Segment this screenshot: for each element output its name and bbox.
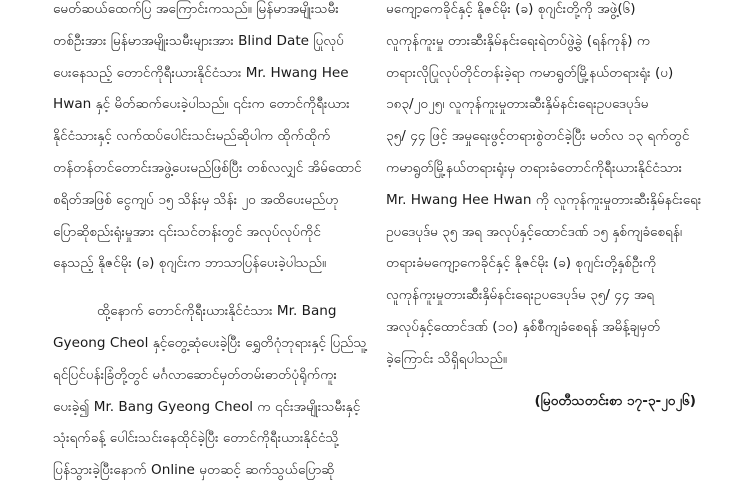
left-text-line: စရိတ်အဖြစ် ငွေကျပ် ၁၅ သိန်းမှ သိန်း ၂၀ အထိပေးမည်ဟု	[53, 191, 339, 208]
right-text-line: ကမာရွတ်မြို့နယ်တရားရုံးမှ တရားခံတောင်ကိုရီးယားနိုင်ငံသား	[386, 159, 683, 176]
right-text-line: လူကုန်ကူးမှုတားဆီးနှိမ်နင်းရေးဥပဒေပုဒ်မ ၃၅/ ၄၄ အရ	[386, 287, 655, 304]
left-text-line: ပြန်သွားခဲ့ပြီးနောက် Online မှတဆင့် ဆက်သွယ်ပြောဆို	[53, 462, 335, 479]
left-text-line: ထို့နောက် တောင်ကိုရီးယားနိုင်ငံသား Mr. Bang	[97, 303, 337, 320]
left-text-line: ပေးခဲ့၍ Mr. Bang Gyeong Cheol က ၎င်းအမျိုးသမီးနှင့်	[53, 398, 361, 415]
right-text-line: တရားလိုပြုလုပ်တိုင်တန်းခဲ့ရာ ကမာရွတ်မြို့နယ်တရားရုံး (ပ)	[386, 64, 674, 81]
article-column-left	[53, 0, 367, 487]
left-text-line: တန်တန်တင်တောင်းအဖွဲ့ပေးမည်ဖြစ်ပြီး တစ်လလျှင် အိမ်ထောင်	[53, 159, 362, 176]
left-text-line: ပေးနေသည့် တောင်ကိုရီးယားနိုင်ငံသား Mr. Hwang Hee	[53, 64, 349, 81]
left-text-line: တစ်ဦးအား မြန်မာအမျိုးသမီးများအား Blind Date ပြုလုပ်	[53, 32, 344, 49]
left-text-line: မေတ်ဆယ်ထေက်ပြ အကြောင်းကသည်။ မြန်မာအမျိုးသမီး	[53, 1, 339, 17]
left-text-line: နိုင်ငံသားနှင့် လက်ထပ်ပေါင်းသင်းမည်ဆိုပါက ထိုက်ထိုက်	[53, 128, 331, 145]
left-text-line: ပြောဆိုစည်းရုံးမှုအား ၎င်းသင်တန်းတွင် အလုပ်လုပ်ကိုင်	[53, 223, 321, 240]
right-text-line: တရားခံမကျော့ကေခိုင်နှင့် နိုဇင်မိုး (ခ) စုဂျင်းတို့နှစ်ဦးကို	[386, 255, 657, 272]
right-text-line: အလုပ်နှင့်ထောင်ဒဏ် (၁၀) နှစ်စီကျခံစေရန် အမိန့်ချမှတ်	[386, 318, 661, 335]
left-text-line: Gyeong Cheol နှင့်တွေ့ဆုံပေးခဲ့ပြီး ရွှေတိဂုံဘုရားနှင့် ပြည်သူ့	[53, 334, 367, 351]
paragraph-gap	[53, 280, 363, 296]
right-text-line: ၁၈၃/၂၀၂၅၊ လူကုန်ကူးမှုတားဆီးနှိမ်နင်းရေးဥပဒေပုဒ်မ	[386, 96, 649, 113]
left-text-line: သုံးရက်ခန့် ပေါင်းသင်းနေထိုင်ခဲ့ပြီး တောင်ကိုရီးယားနိုင်ငံသို့	[53, 430, 339, 447]
right-text-line: လူကုန်ကူးမှု တားဆီးနှိမ်နင်းရေးရဲတပ်ဖွဲ့ခွဲ (ရန်ကုန်) က	[386, 32, 651, 49]
left-text-line: နေသည့် နိုဇင်မိုး (ခ) စုဂျင်းက ဘာသာပြန်ပေးခဲ့ပါသည်။	[53, 255, 327, 272]
right-text-line: ၃၅/ ၄၄ ဖြင့် အမှုရေးဖွင့်တရားစွဲတင်ခဲ့ပြီး မတ်လ ၁၃ ရက်တွင်	[386, 128, 690, 145]
right-text-line: ခဲ့ကြောင်း သိရှိရပါသည်။	[386, 350, 508, 367]
article-column-right	[386, 0, 702, 417]
right-text-line: Mr. Hwang Hee Hwan ကို လူကုန်ကူးမှုတားဆီးနှိမ်နင်းရေး	[386, 191, 702, 208]
left-text-line: Hwan နှင့် မိတ်ဆက်ပေးခဲ့ပါသည်။ ၎င်းက တောင်ကိုရီးယား	[53, 96, 350, 113]
left-text-line: ရင်ပြင်ပန်းခြံတို့တွင် မင်္ဂလာဆောင်မှတ်တမ်းဓာတ်ပုံရိုက်ကူး	[53, 366, 337, 383]
right-text-line: မကျော့ကေခိုင်နှင့် နိုဇင်မိုး (ခ) စုဂျင်းတို့ကို အဖွဲ့(၆)	[386, 1, 636, 17]
source-byline: (မြဝတီသတင်းစာ ၁၇-၃-၂၀၂၆)	[534, 392, 696, 409]
right-text-line: ဥပဒေပုဒ်မ ၃၅ အရ အလုပ်နှင့်ထောင်ဒဏ် ၁၅ နှစ်ကျခံစေရန်၊	[386, 223, 683, 240]
